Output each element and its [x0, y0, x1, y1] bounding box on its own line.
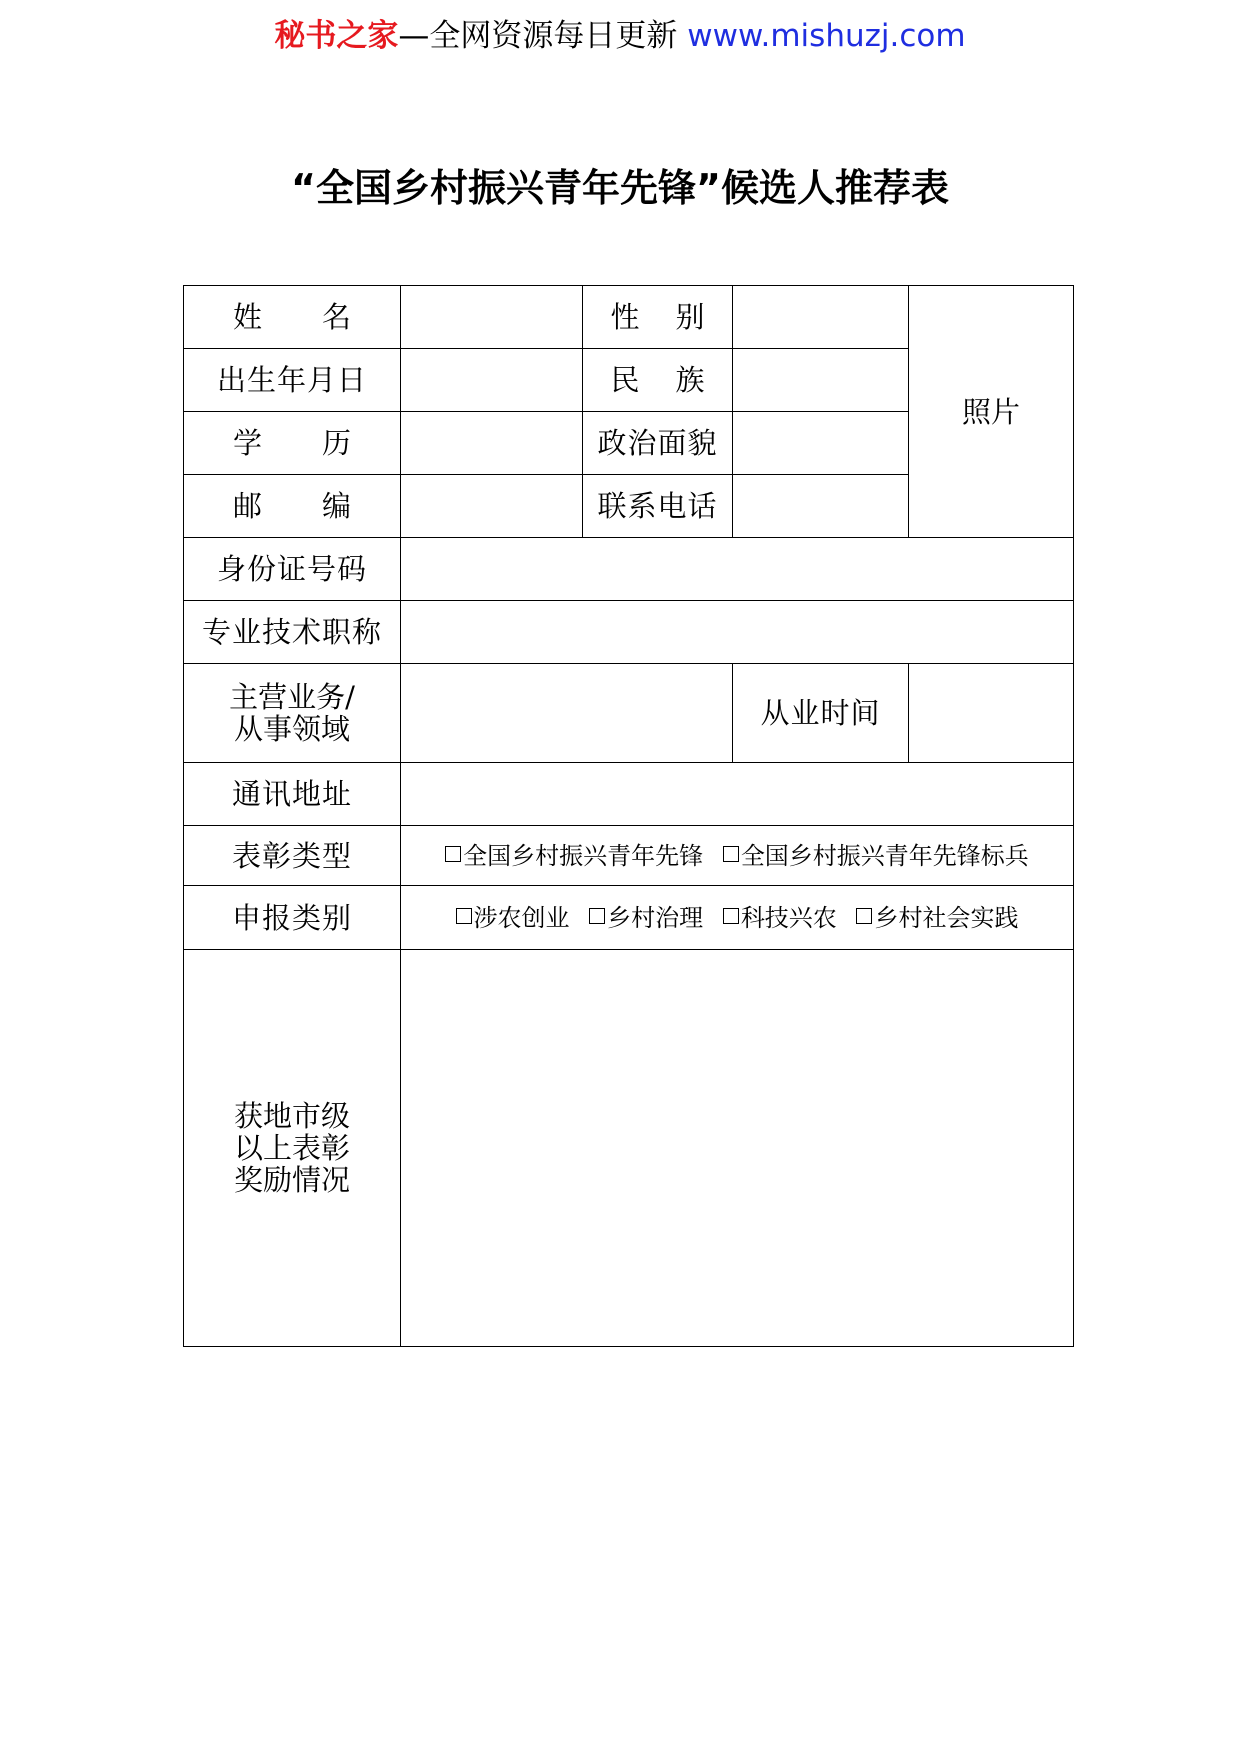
category-option[interactable]: 乡村社会实践: [856, 904, 1018, 932]
category-option[interactable]: 涉农创业: [456, 904, 570, 932]
gender-label: 性 别: [583, 286, 733, 349]
awards-label: 获地市级 以上表彰 奖励情况: [184, 950, 401, 1347]
honor-type-label: 表彰类型: [184, 826, 401, 886]
work-time-field[interactable]: [909, 664, 1074, 763]
checkbox-icon[interactable]: [589, 908, 605, 924]
photo-label: 照片: [961, 394, 1020, 429]
ethnicity-field[interactable]: [733, 349, 909, 412]
business-field[interactable]: [401, 664, 733, 763]
phone-field[interactable]: [733, 475, 909, 538]
name-field[interactable]: [401, 286, 583, 349]
id-number-field[interactable]: [401, 538, 1074, 601]
page-title: “全国乡村振兴青年先锋”候选人推荐表: [291, 166, 949, 210]
site-header: [0, 14, 1240, 58]
checkbox-icon[interactable]: [456, 908, 472, 924]
education-label: 学 历: [184, 412, 401, 475]
ethnicity-label: 民 族: [583, 349, 733, 412]
address-field[interactable]: [401, 763, 1074, 826]
site-url[interactable]: www.mishuzj.com: [687, 18, 966, 54]
postcode-label: 邮 编: [184, 475, 401, 538]
recommendation-form: [183, 285, 1074, 1347]
phone-label: 联系电话: [583, 475, 733, 538]
professional-title-field[interactable]: [401, 601, 1074, 664]
address-label: 通讯地址: [184, 763, 401, 826]
political-field[interactable]: [733, 412, 909, 475]
birth-label: 出生年月日: [184, 349, 401, 412]
education-field[interactable]: [401, 412, 583, 475]
honor-type-options: [401, 826, 1074, 886]
site-tagline: —全网资源每日更新: [398, 18, 678, 54]
checkbox-icon[interactable]: [723, 846, 739, 862]
checkbox-icon[interactable]: [856, 908, 872, 924]
category-label: 申报类别: [184, 886, 401, 950]
checkbox-icon[interactable]: [723, 908, 739, 924]
photo-cell[interactable]: [909, 286, 1074, 538]
checkbox-icon[interactable]: [445, 846, 461, 862]
awards-field[interactable]: [401, 950, 1074, 1347]
category-options: [401, 886, 1074, 950]
name-label: 姓 名: [184, 286, 401, 349]
category-option[interactable]: 乡村治理: [589, 904, 703, 932]
birth-field[interactable]: [401, 349, 583, 412]
business-label: 主营业务/ 从事领域: [184, 664, 401, 763]
honor-type-option[interactable]: 全国乡村振兴青年先锋标兵: [723, 842, 1029, 870]
political-label: 政治面貌: [583, 412, 733, 475]
honor-type-option[interactable]: 全国乡村振兴青年先锋: [445, 842, 703, 870]
postcode-field[interactable]: [401, 475, 583, 538]
work-time-label: 从业时间: [733, 664, 909, 763]
gender-field[interactable]: [733, 286, 909, 349]
site-brand: 秘书之家: [274, 18, 399, 54]
professional-title-label: 专业技术职称: [184, 601, 401, 664]
category-option[interactable]: 科技兴农: [723, 904, 837, 932]
id-number-label: 身份证号码: [184, 538, 401, 601]
